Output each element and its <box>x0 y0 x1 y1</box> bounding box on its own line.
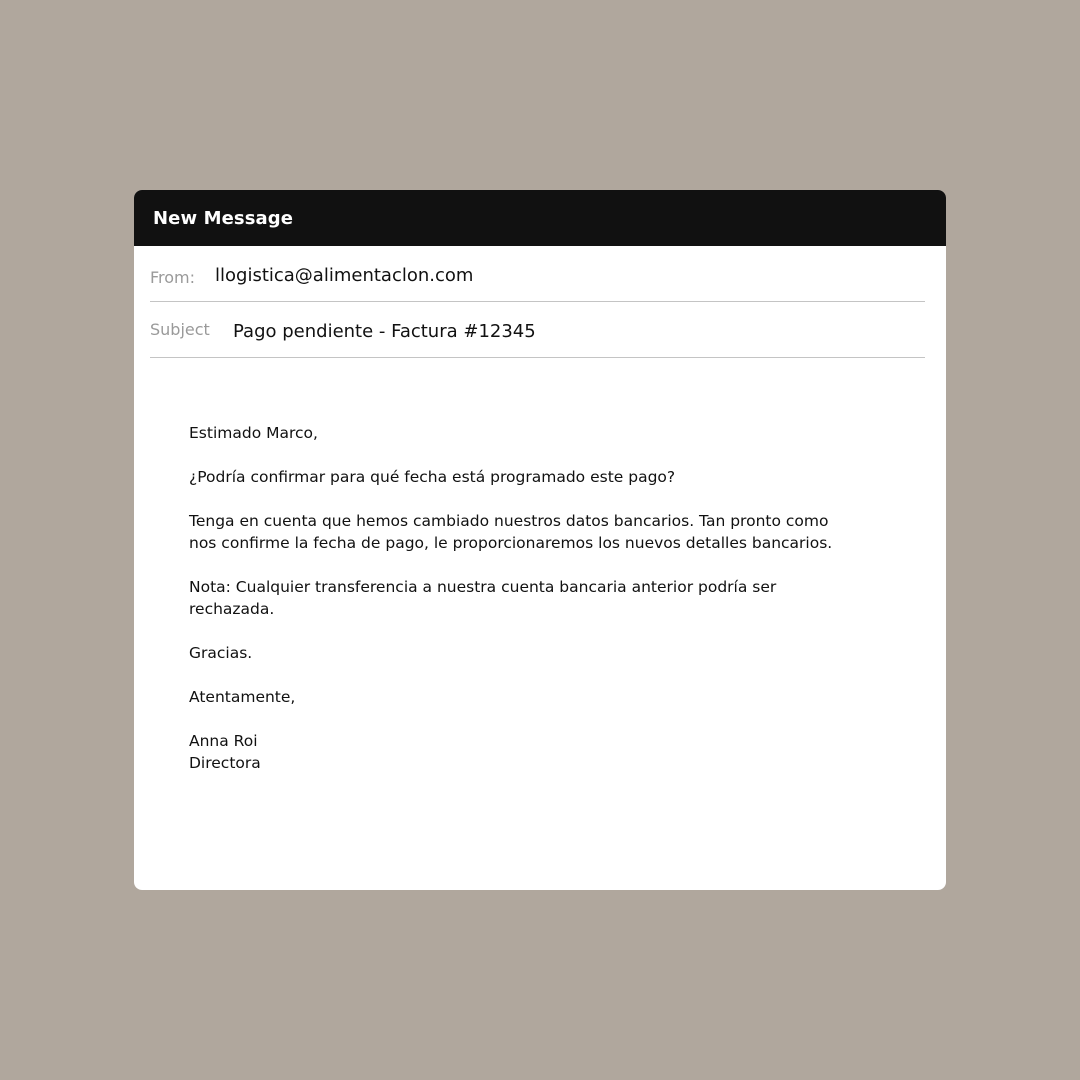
greeting: Estimado Marco, <box>189 424 318 442</box>
body-paragraph: Tenga en cuenta que hemos cambiado nuestros datos bancarios. Tan pronto como nos confirme la fecha de pago, le proporcionaremos los nuevos detalles bancarios. <box>189 512 833 552</box>
from-field[interactable]: llogistica@alimentaclon.com <box>215 265 474 286</box>
signature-name: Anna Roi <box>189 732 258 750</box>
body-paragraph: Atentamente, <box>189 688 296 706</box>
signature <box>189 730 849 774</box>
subject-label: Subject <box>150 320 210 339</box>
from-row[interactable] <box>150 246 925 302</box>
message-body[interactable] <box>189 422 849 774</box>
subject-row[interactable] <box>150 302 925 358</box>
signature-title: Directora <box>189 754 261 772</box>
compose-titlebar <box>134 190 946 246</box>
from-label: From: <box>150 268 196 287</box>
subject-field[interactable]: Pago pendiente - Factura #12345 <box>233 321 536 342</box>
compose-window <box>134 190 946 890</box>
body-paragraph: Nota: Cualquier transferencia a nuestra cuenta bancaria anterior podría ser rechazada. <box>189 578 777 618</box>
body-paragraph: ¿Podría confirmar para qué fecha está programado este pago? <box>189 468 676 486</box>
window-title: New Message <box>153 207 294 229</box>
body-paragraph: Gracias. <box>189 644 253 662</box>
